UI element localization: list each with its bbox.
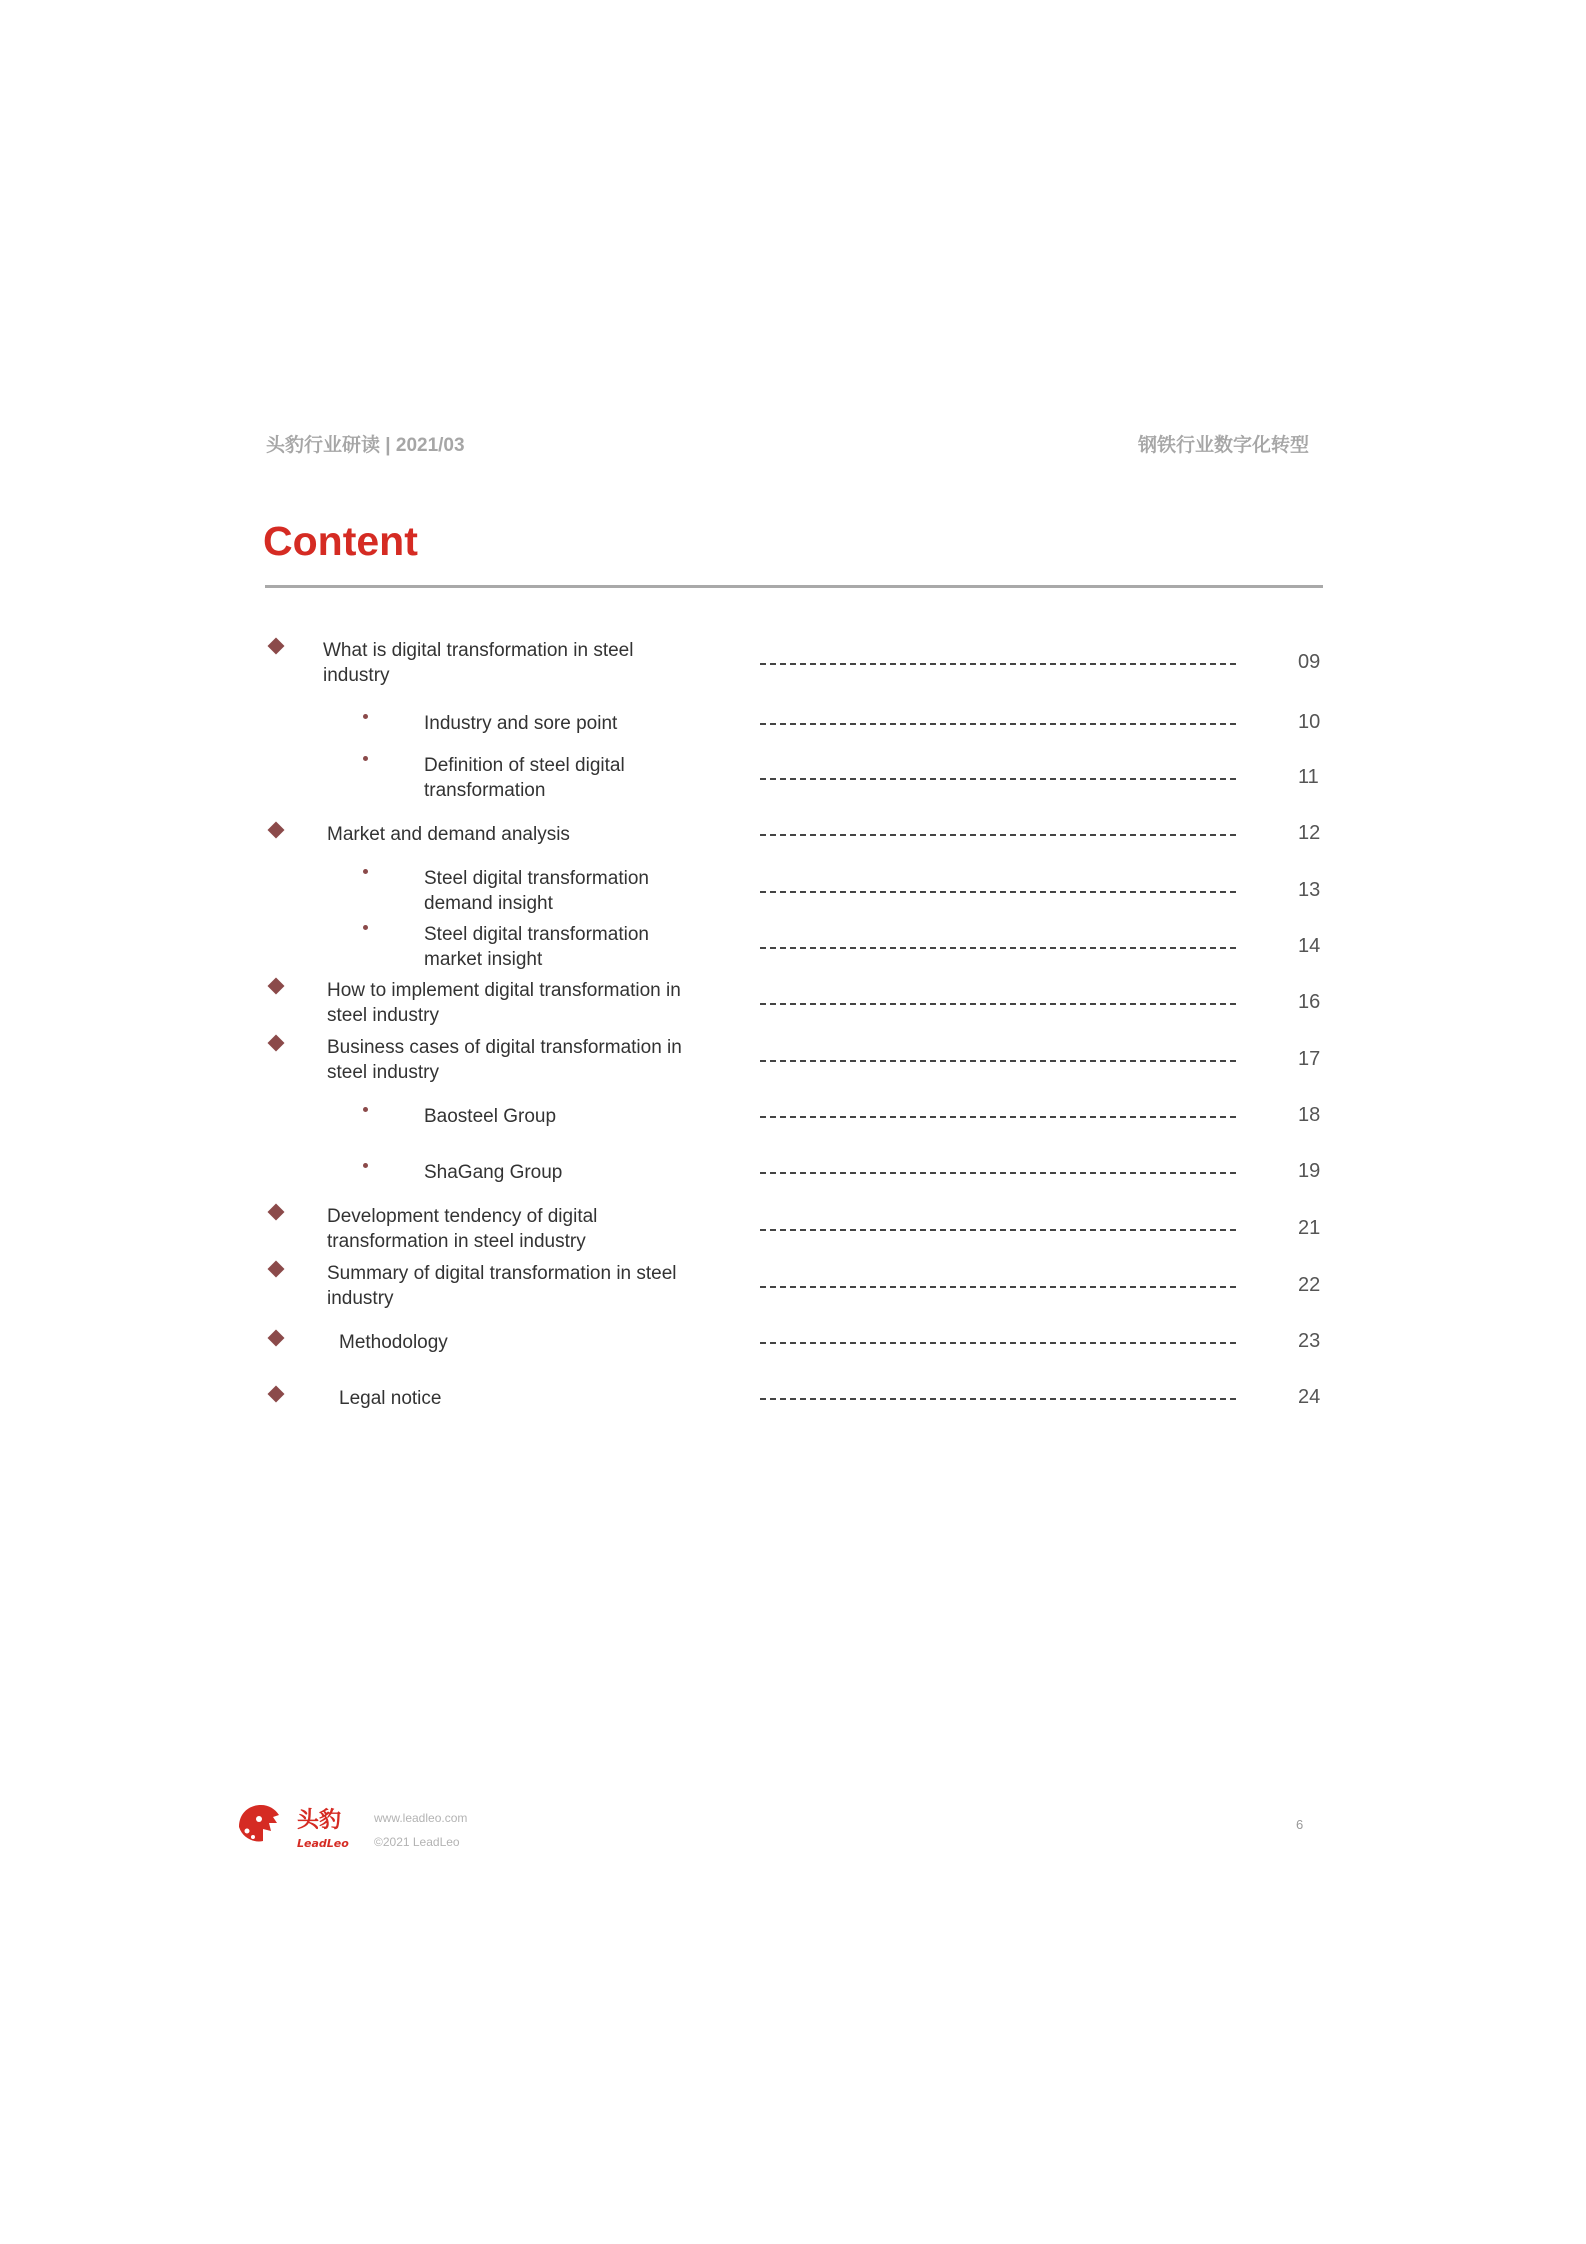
toc-entry-page: 16 (1298, 991, 1321, 1013)
toc-entry-label: ShaGang Group (424, 1161, 563, 1183)
dotted-leader (760, 778, 1236, 780)
toc-entry-page: 23 (1298, 1330, 1321, 1352)
toc-entry-label: Industry and sore point (424, 712, 618, 734)
diamond-bullet-icon (268, 1204, 285, 1221)
toc-entry-page: 22 (1298, 1274, 1321, 1296)
page-title: Content (263, 518, 418, 564)
dotted-leader (760, 1060, 1236, 1062)
dotted-leader (760, 663, 1236, 665)
header-right: 钢铁行业数字化转型 (1137, 435, 1309, 456)
diamond-bullet-icon (268, 1035, 285, 1052)
dotted-leader (760, 1342, 1236, 1344)
dotted-leader (760, 1286, 1236, 1288)
logo-en-text: LeadLeo (297, 1837, 349, 1850)
toc-entry-label: Development tendency of digital transformation in steel industry (327, 1206, 598, 1252)
dotted-leader (760, 1116, 1236, 1118)
leopard-head-icon (239, 1805, 279, 1841)
logo-cn-text: 头豹 (297, 1808, 342, 1833)
toc-entry-page: 12 (1298, 822, 1321, 844)
toc-entry-page: 24 (1298, 1386, 1321, 1408)
dotted-leader (760, 947, 1236, 949)
toc-entry-label: Market and demand analysis (327, 823, 570, 845)
dotted-leader (760, 834, 1236, 836)
dot-bullet-icon (363, 1107, 368, 1112)
toc-entry-page: 13 (1298, 879, 1321, 901)
toc-entry-label: Steel digital transformation market insight (424, 924, 649, 970)
toc-entry-label: Summary of digital transformation in steel industry (327, 1263, 677, 1309)
toc-entry-page: 17 (1298, 1048, 1321, 1070)
footer-copyright: ©2021 LeadLeo (374, 1835, 460, 1849)
leadleo-logo (233, 1797, 353, 1853)
toc-entry-label: Legal notice (339, 1387, 442, 1409)
toc-entry-page: 09 (1298, 651, 1321, 673)
toc-entry-page: 18 (1298, 1104, 1321, 1126)
toc-entry-page: 19 (1298, 1160, 1321, 1182)
toc-entry-label: How to implement digital transformation in steel industry (327, 980, 681, 1026)
diamond-bullet-icon (268, 1261, 285, 1278)
diamond-bullet-icon (268, 822, 285, 839)
toc-entry-label: Business cases of digital transformation in steel industry (327, 1037, 682, 1083)
dot-bullet-icon (363, 869, 368, 874)
toc-entry-label: What is digital transformation in steel industry (323, 640, 634, 686)
diamond-bullet-icon (268, 1330, 285, 1347)
dotted-leader (760, 1229, 1236, 1231)
dotted-leader (760, 1003, 1236, 1005)
dot-bullet-icon (363, 925, 368, 930)
toc-entry-page: 21 (1298, 1217, 1321, 1239)
dotted-leader (760, 891, 1236, 893)
dot-bullet-icon (363, 756, 368, 761)
dotted-leader (760, 1398, 1236, 1400)
toc-entry-label: Steel digital transformation demand insight (424, 868, 649, 914)
dotted-leader (760, 1172, 1236, 1174)
toc-entry-label: Definition of steel digital transformation (424, 755, 625, 801)
toc-entry-page: 14 (1298, 935, 1321, 957)
toc-entry-page: 10 (1298, 711, 1321, 733)
dot-bullet-icon (363, 1163, 368, 1168)
title-divider (265, 585, 1323, 588)
footer-url[interactable]: www.leadleo.com (374, 1811, 468, 1825)
toc-entry-label: Methodology (339, 1331, 448, 1353)
toc-entry-page: 11 (1298, 766, 1319, 788)
toc-entry-label: Baosteel Group (424, 1105, 557, 1127)
diamond-bullet-icon (268, 978, 285, 995)
page-number: 6 (1296, 1817, 1304, 1832)
dot-bullet-icon (363, 714, 368, 719)
dotted-leader (760, 723, 1236, 725)
diamond-bullet-icon (268, 638, 285, 655)
diamond-bullet-icon (268, 1386, 285, 1403)
header-left: 头豹行业研读 | 2021/03 (266, 435, 465, 456)
